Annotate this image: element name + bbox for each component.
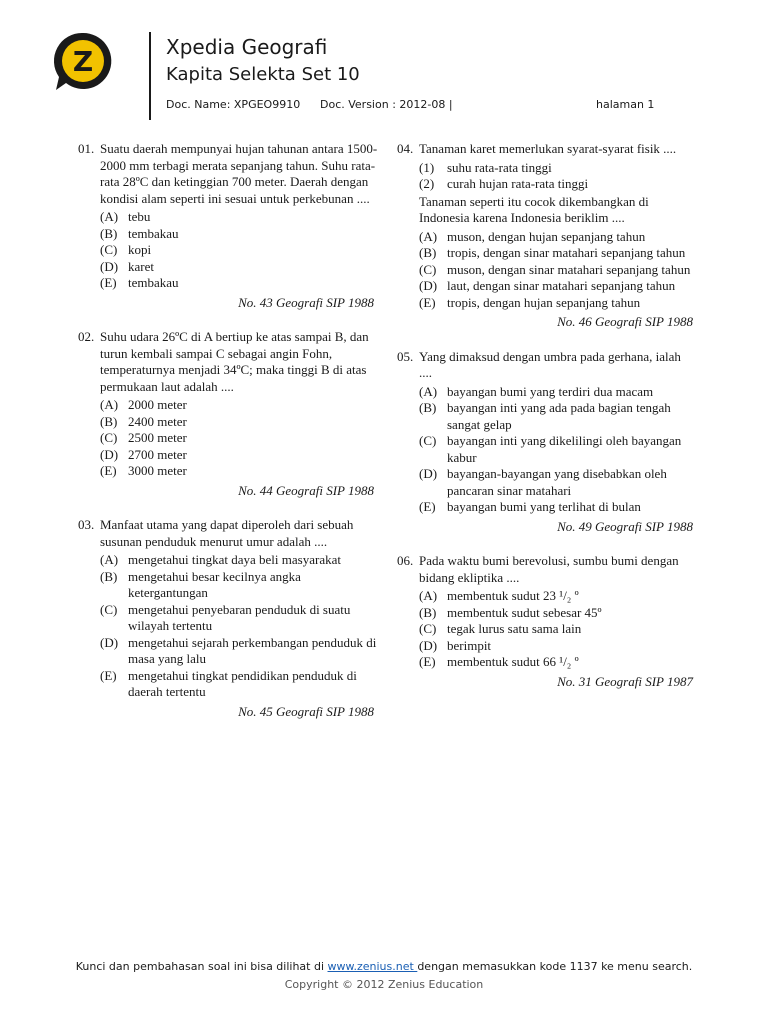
option-item: (A) 2000 meter: [100, 397, 187, 412]
option-item: (C) 2500 meter: [100, 430, 187, 445]
option-item: (E) membentuk sudut 66 ¹/₂ º: [419, 654, 579, 669]
question-01: [78, 141, 378, 311]
premise-item: (1) suhu rata-rata tinggi: [419, 159, 552, 175]
option-item: (A) tebu: [100, 209, 151, 224]
premise-item: (2) curah hujan rata-rata tinggi: [419, 176, 589, 191]
doc-version: Doc. Version : 2012-08 |: [320, 98, 453, 111]
question-source: No. 44 Geografi SIP 1988: [238, 482, 374, 498]
option-item: (A) membentuk sudut 23 ¹/₂ º: [419, 588, 579, 603]
footer-text-before: Kunci dan pembahasan soal ini bisa dilihat di: [75, 960, 328, 973]
options-list: [78, 209, 378, 292]
question-source: No. 31 Geografi SIP 1987: [557, 673, 693, 689]
left-column: [78, 141, 378, 738]
option-item: (C) mengetahui penyebaran penduduk di suatu wilayah tertentu: [100, 601, 351, 633]
options-list: [78, 397, 378, 480]
option-item: (D) berimpit: [419, 637, 492, 653]
page-subtitle: Kapita Selekta Set 10: [166, 64, 360, 85]
header-divider: [149, 32, 151, 120]
logo-letter: Z: [72, 45, 94, 78]
question-text: Manfaat utama yang dapat diperoleh dari sebuah susunan penduduk menurut umur adalah ....: [100, 517, 354, 549]
page-number: halaman 1: [596, 98, 655, 111]
question-number: 02.: [78, 329, 95, 344]
option-item: (A) bayangan bumi yang terdiri dua macam: [419, 383, 654, 399]
option-item: (C) bayangan inti yang dikelilingi oleh bayangan kabur: [419, 433, 682, 465]
question-05: [397, 349, 697, 536]
question-03: [78, 517, 378, 720]
zenius-logo-icon: [52, 30, 114, 92]
question-note: Tanaman seperti itu cocok dikembangkan di Indonesia karena Indonesia beriklim ....: [419, 193, 649, 225]
options-list: [397, 384, 697, 516]
question-text: Suatu daerah mempunyai hujan tahunan antara 1500-2000 mm terbagi merata sepanjang tahun. Suhu rata-rata 28ºC dan ketinggian 700 meter. Daerah dengan kondisi alam seperti ini sesuai untuk perkebunan ....: [100, 141, 378, 206]
question-number: 04.: [397, 141, 414, 156]
option-item: (A) muson, dengan hujan sepanjang tahun: [419, 228, 646, 244]
option-item: (E) bayangan bumi yang terlihat di bulan: [419, 499, 641, 514]
question-number: 03.: [78, 517, 95, 532]
option-item: (E) tembakau: [100, 275, 179, 290]
question-text: Yang dimaksud dengan umbra pada gerhana, ialah ....: [419, 348, 681, 380]
page-title: Xpedia Geografi: [166, 35, 328, 59]
option-item: (B) 2400 meter: [100, 413, 187, 429]
question-source: No. 45 Geografi SIP 1988: [238, 703, 374, 719]
question-02: [78, 329, 378, 499]
question-text: Suhu udara 26ºC di A bertiup ke atas sampai B, dan turun kembali sampai C sebagai angin Fohn, temperaturnya menjadi 34ºC; maka tinggi B di atas permukaan laut adalah ....: [100, 329, 369, 394]
option-item: (D) karet: [100, 258, 154, 274]
option-item: (C) kopi: [100, 242, 152, 257]
question-source: No. 46 Geografi SIP 1988: [557, 314, 693, 329]
option-item: (B) tropis, dengan sinar matahari sepanjang tahun: [419, 245, 686, 260]
option-item: (C) muson, dengan sinar matahari sepanjang tahun: [419, 261, 691, 277]
footer-text-after: dengan memasukkan kode 1137 ke menu search.: [417, 960, 693, 973]
option-item: (D) bayangan-bayangan yang disebabkan oleh pancaran sinar matahari: [419, 466, 667, 498]
option-item: (B) membentuk sudut sebesar 45º: [419, 604, 602, 620]
option-item: (E) 3000 meter: [100, 463, 187, 478]
option-item: (B) mengetahui besar kecilnya angka ketergantungan: [100, 568, 301, 600]
footer-note: [0, 960, 768, 973]
question-number: 05.: [397, 348, 414, 364]
question-06: [397, 553, 697, 690]
zenius-link[interactable]: www.zenius.net: [327, 960, 418, 973]
option-item: (B) bayangan inti yang ada pada bagian tengah sangat gelap: [419, 400, 671, 432]
option-item: (E) mengetahui tingkat pendidikan penduduk di daerah tertentu: [100, 667, 357, 699]
option-item: (C) tegak lurus satu sama lain: [419, 621, 582, 636]
question-text: Tanaman karet memerlukan syarat-syarat fisik ....: [419, 141, 677, 156]
option-item: (D) 2700 meter: [100, 446, 187, 462]
question-source: No. 49 Geografi SIP 1988: [557, 518, 693, 534]
options-list: [397, 229, 697, 312]
option-item: (D) mengetahui sejarah perkembangan penduduk di masa yang lalu: [100, 634, 377, 666]
question-source: No. 43 Geografi SIP 1988: [238, 294, 374, 310]
copyright: Copyright © 2012 Zenius Education: [284, 978, 484, 991]
option-item: (E) tropis, dengan hujan sepanjang tahun: [419, 294, 641, 310]
option-item: (D) laut, dengan sinar matahari sepanjang tahun: [419, 278, 676, 293]
option-item: (B) tembakau: [100, 225, 179, 241]
doc-name: Doc. Name: XPGEO9910: [166, 98, 301, 111]
question-04: [397, 141, 697, 331]
right-column: [397, 141, 697, 708]
options-list: [78, 552, 378, 701]
zenius-logo: [52, 30, 114, 92]
question-text: Pada waktu bumi berevolusi, sumbu bumi dengan bidang ekliptika ....: [419, 553, 679, 585]
question-number: 06.: [397, 553, 414, 568]
option-item: (A) mengetahui tingkat daya beli masyarakat: [100, 552, 341, 567]
options-list: [397, 588, 697, 671]
question-number: 01.: [78, 141, 95, 156]
premise-list: [397, 160, 697, 193]
